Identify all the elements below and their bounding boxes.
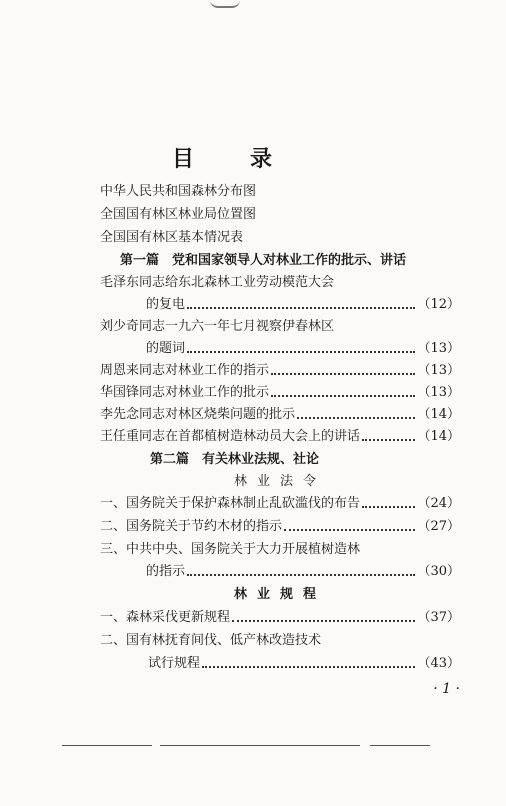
- toc-page-ref: （14）: [417, 429, 460, 444]
- toc-page-ref: （24）: [417, 496, 460, 511]
- toc-page-ref: （13）: [417, 363, 460, 378]
- toc-entry-text: 一、国务院关于保护森林制止乱砍滥伐的布告: [100, 496, 361, 511]
- toc-page-ref: （27）: [417, 519, 460, 534]
- toc-entry-text: 的指示: [146, 564, 186, 579]
- dot-leader: [187, 563, 415, 576]
- toc-page-ref: （13）: [417, 341, 460, 356]
- page-number: · 1 ·: [433, 681, 460, 697]
- toc-entry-text: 一、森林采伐更新规程: [100, 610, 231, 625]
- toc-entry-text: 华国锋同志对林业工作的批示: [100, 385, 270, 400]
- toc-entry-text: 周恩来同志对林业工作的指示: [100, 363, 270, 378]
- toc-entry-text: 的复电: [146, 297, 186, 312]
- dot-leader: [271, 384, 415, 397]
- toc-entry-text: 王任重同志在首都植树造林动员大会上的讲话: [100, 429, 361, 444]
- front-item: 全国国有林区林业局位置图: [100, 207, 257, 222]
- front-item: 全国国有林区基本情况表: [100, 230, 244, 245]
- dot-leader: [362, 428, 415, 441]
- toc-page-ref: （14）: [417, 407, 460, 422]
- toc-page-ref: （12）: [417, 297, 460, 312]
- toc-entry: [100, 609, 460, 627]
- toc-page-ref: （30）: [417, 564, 460, 579]
- toc-entry: [100, 406, 460, 424]
- scan-edge-line: [62, 745, 152, 746]
- toc-entry-line1: 二、国有林抚育间伐、低产林改造技术: [100, 633, 322, 648]
- toc-entry-line1: 毛泽东同志给东北森林工业劳动模范大会: [100, 275, 335, 290]
- dot-leader: [284, 518, 415, 531]
- toc-entry-line1: 三、中共中央、国务院关于大力开展植树造林: [100, 542, 361, 557]
- dot-leader: [271, 362, 415, 375]
- toc-entry: [100, 362, 460, 380]
- toc-entry: [100, 495, 460, 513]
- page-title: 目录: [171, 146, 328, 172]
- toc-entry: [146, 296, 460, 314]
- part-1-title: 第一篇 党和国家领导人对林业工作的批示、讲话: [120, 253, 407, 268]
- toc-entry-text: 二、国务院关于节约木材的指示: [100, 519, 283, 534]
- scan-smudge: [210, 0, 240, 8]
- scan-edge-line: [160, 745, 360, 746]
- toc-entry: [146, 563, 460, 581]
- toc-page-ref: （13）: [417, 385, 460, 400]
- dot-leader: [232, 609, 415, 622]
- toc-entry-text: 李先念同志对林区烧柴问题的批示: [100, 407, 296, 422]
- toc-page-ref: （43）: [417, 656, 460, 671]
- toc-entry: [100, 384, 460, 402]
- dot-leader: [187, 296, 415, 309]
- section-title: 林业规程: [233, 587, 326, 602]
- toc-entry: [148, 655, 460, 673]
- toc-entry: [100, 428, 460, 446]
- dot-leader: [362, 495, 415, 508]
- dot-leader: [297, 406, 415, 419]
- toc-entry: [100, 518, 460, 536]
- dot-leader: [187, 340, 415, 353]
- toc-entry-line1: 刘少奇同志一九六一年七月视察伊春林区: [100, 319, 335, 334]
- toc-entry-text: 试行规程: [148, 656, 201, 671]
- toc-entry-text: 的题词: [146, 341, 186, 356]
- section-title: 林业法令: [233, 474, 326, 489]
- dot-leader: [202, 655, 415, 668]
- front-item: 中华人民共和国森林分布图: [100, 184, 257, 199]
- part-2-title: 第二篇 有关林业法规、社论: [150, 452, 320, 467]
- toc-page-ref: （37）: [417, 610, 460, 625]
- toc-entry: [146, 340, 460, 358]
- scan-edge-line: [370, 745, 430, 746]
